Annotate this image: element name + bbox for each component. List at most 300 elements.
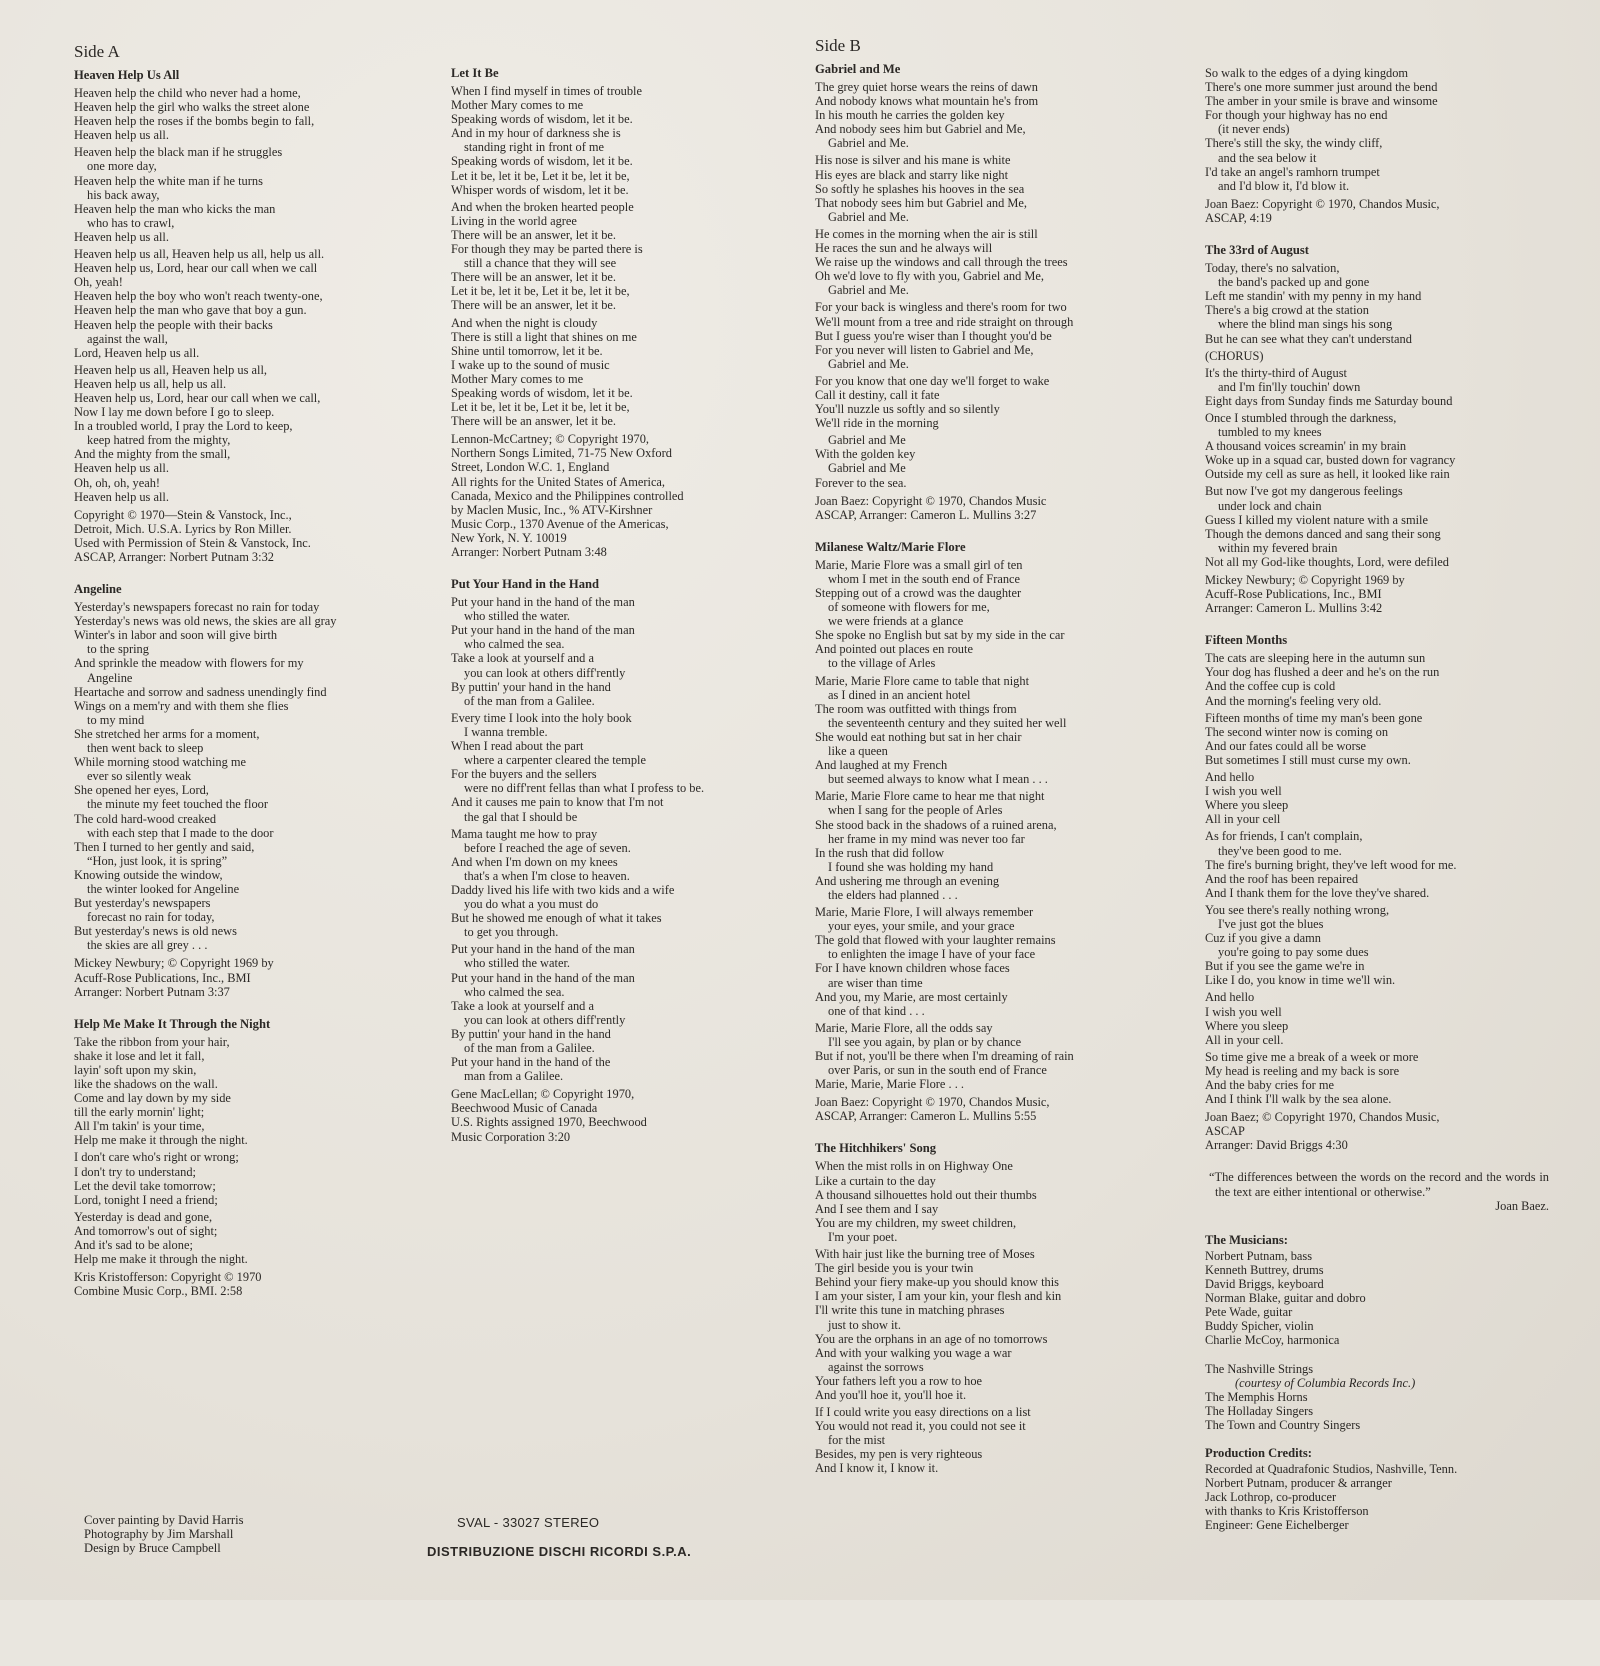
lyric-line: But I guess you're wiser than I thought you'd be — [815, 328, 1052, 343]
stanza — [74, 600, 426, 952]
credit-line: Detroit, Mich. U.S.A. Lyrics by Ron Miller. — [74, 521, 292, 536]
lyric-line: And I know it, I know it. — [815, 1461, 939, 1476]
credit-line: Joan Baez; © Copyright 1970, Chandos Music, — [1205, 1110, 1440, 1125]
lyric-line: Mother Mary comes to me — [451, 98, 584, 113]
credit-line: Gene MacLellan; © Copyright 1970, — [451, 1087, 635, 1102]
list-item: Norman Blake, guitar and dobro — [1205, 1291, 1366, 1306]
credit-line: by Maclen Music, Inc., % ATV-Kirshner — [451, 502, 653, 517]
lyric-line: I wanna tremble. — [464, 724, 548, 739]
lyric-line: There will be an answer, let it be. — [451, 227, 616, 242]
list-item: Engineer: Gene Eichelberger — [1205, 1518, 1349, 1533]
lyric-line: The amber in your smile is brave and winsome — [1205, 94, 1438, 109]
lyric-line: Yesterday's news was old news, the skies are all gray — [74, 614, 337, 629]
lyric-line: With the golden key — [815, 447, 916, 462]
art-credit-line: Photography by Jim Marshall — [84, 1527, 234, 1541]
lyric-line: For the buyers and the sellers — [451, 767, 597, 782]
art-credits — [84, 1513, 244, 1555]
song-credit — [815, 1095, 1177, 1123]
lyric-line: to my mind — [87, 712, 145, 727]
lyric-line: the minute my feet touched the floor — [87, 797, 268, 812]
lyric-line: We'll ride in the morning — [815, 416, 939, 431]
lyric-line: I found she was holding my hand — [828, 859, 994, 874]
lyric-line: Gabriel and Me — [828, 433, 906, 448]
lyric-line: Today, there's no salvation, — [1205, 261, 1340, 276]
lyric-line: And the mighty from the small, — [74, 447, 231, 462]
lyric-line: In the rush that did follow — [815, 845, 945, 860]
art-credit-line: Design by Bruce Campbell — [84, 1541, 221, 1555]
lyric-line: you do what a you must do — [464, 897, 599, 912]
credit-line: Joan Baez: Copyright © 1970, Chandos Music, — [815, 1095, 1050, 1110]
lyric-line: There will be an answer, let it be. — [451, 270, 616, 285]
lyric-line: The room was outfitted with things from — [815, 701, 1017, 716]
lyric-line: but seemed always to know what I mean . . . — [828, 772, 1048, 787]
lyric-line: And nobody knows what mountain he's from — [815, 94, 1039, 109]
stanza — [815, 1021, 1177, 1091]
lyric-line: Marie, Marie Flore, all the odds say — [815, 1020, 993, 1035]
lyric-line: you can look at others diff'rently — [464, 665, 626, 680]
lyric-line: Take the ribbon from your hair, — [74, 1034, 230, 1049]
lyric-line: you can look at others diff'rently — [464, 1012, 626, 1027]
stanza — [1205, 484, 1549, 569]
lyric-line: And you'll hoe it, you'll hoe it. — [815, 1387, 967, 1402]
song — [1205, 243, 1549, 615]
lyric-line: You are the orphans in an age of no tomorrows — [815, 1331, 1048, 1346]
stanza — [815, 905, 1177, 1018]
lyric-line: Guess I killed my violent nature with a smile — [1205, 512, 1428, 527]
lyric-line: Let it be, let it be, Let it be, let it be, — [451, 284, 630, 299]
lyric-line: Living in the world agree — [451, 213, 577, 228]
lyric-line: Besides, my pen is very righteous — [815, 1447, 983, 1462]
song — [815, 540, 1177, 1124]
lyric-line: the skies are all grey . . . — [87, 938, 208, 953]
lyric-line: And I thank them for the love they've shared. — [1205, 885, 1430, 900]
lyric-line: Heaven help us, Lord, hear our call when we call, — [74, 390, 321, 405]
lyric-line: his back away, — [87, 187, 160, 202]
credit-line: Canada, Mexico and the Philippines controlled — [451, 488, 684, 503]
lyric-line: for the mist — [828, 1433, 886, 1448]
production-credits-section — [1205, 1446, 1549, 1533]
lyric-line: I'll write this tune in matching phrases — [815, 1303, 1005, 1318]
lyric-line: And hello — [1205, 770, 1255, 785]
ensembles-section — [1205, 1362, 1549, 1432]
lyric-line: Whisper words of wisdom, let it be. — [451, 182, 629, 197]
lyric-line: There's one more summer just around the bend — [1205, 80, 1438, 95]
credit-line: Mickey Newbury; © Copyright 1969 by — [74, 956, 274, 971]
lyric-line: And I see them and I say — [815, 1201, 939, 1216]
lyric-line: Heaven help the man who kicks the man — [74, 201, 276, 216]
lyric-line: we were friends at a glance — [828, 614, 964, 629]
lyric-line: who stilled the water. — [464, 609, 570, 624]
lyric-line: then went back to sleep — [87, 741, 204, 756]
stanza — [815, 1247, 1177, 1402]
lyric-line: Put your hand in the hand of the man — [451, 942, 635, 957]
lyric-line: one of that kind . . . — [828, 1003, 925, 1018]
lyric-line: of the man from a Galilee. — [464, 693, 595, 708]
lyric-line: the gal that I should be — [464, 809, 578, 824]
credit-line: Arranger: David Briggs 4:30 — [1205, 1138, 1348, 1153]
lyric-line: Where you sleep — [1205, 798, 1289, 813]
lyric-line: I don't care who's right or wrong; — [74, 1150, 239, 1165]
lyric-line: I don't try to understand; — [74, 1164, 196, 1179]
lyric-line: Heaven help us all. — [74, 128, 169, 143]
credit-line: U.S. Rights assigned 1970, Beechwood — [451, 1115, 647, 1130]
credit-line: Arranger: Norbert Putnam 3:37 — [74, 984, 230, 999]
stanza — [815, 300, 1177, 370]
lyric-line: But he showed me enough of what it takes — [451, 911, 662, 926]
lyric-line: And pointed out places en route — [815, 642, 973, 657]
song-title: Angeline — [74, 582, 122, 597]
lyric-line: Shine until tomorrow, let it be. — [451, 343, 603, 358]
lyric-line: Oh, yeah! — [74, 275, 123, 290]
lyric-line: Lord, Heaven help us all. — [74, 345, 200, 360]
lyric-line: Marie, Marie Flore, I will always remember — [815, 905, 1034, 920]
credit-line: Kris Kristofferson: Copyright © 1970 — [74, 1270, 262, 1285]
lyric-line: She spoke no English but sat by my side in the car — [815, 628, 1065, 643]
lyric-line: under lock and chain — [1218, 498, 1322, 513]
lyric-line: Put your hand in the hand of the man — [451, 595, 635, 610]
list-item: Pete Wade, guitar — [1205, 1305, 1293, 1320]
song-credit — [451, 1087, 803, 1143]
lyric-line: So softly he splashes his hooves in the sea — [815, 181, 1025, 196]
lyric-line: keep hatred from the mighty, — [87, 433, 231, 448]
lyric-line: are wiser than time — [828, 975, 923, 990]
lyric-line: where a carpenter cleared the temple — [464, 753, 646, 768]
lyric-line: I'd take an angel's ramhorn trumpet — [1205, 164, 1380, 179]
credit-line: Arranger: Norbert Putnam 3:48 — [451, 545, 607, 559]
lyric-line: Like a curtain to the day — [815, 1173, 936, 1188]
lyric-line: Let the devil take tomorrow; — [74, 1178, 216, 1193]
stanza — [74, 247, 426, 360]
lyric-line: Knowing outside the window, — [74, 867, 223, 882]
lyric-line: The gold that flowed with your laughter remains — [815, 933, 1056, 948]
song-title: Fifteen Months — [1205, 633, 1288, 648]
lyric-line: who calmed the sea. — [464, 984, 565, 999]
song-credit — [1205, 197, 1549, 225]
lyric-line: Heaven help the white man if he turns — [74, 173, 263, 188]
lyric-line: And in my hour of darkness she is — [451, 126, 621, 141]
lyric-line: Though the demons danced and sang their song — [1205, 526, 1441, 541]
credit-line: Street, London W.C. 1, England — [451, 460, 610, 475]
credit-line: Acuff-Rose Publications, Inc., BMI — [74, 970, 251, 985]
lyric-line: In a troubled world, I pray the Lord to keep, — [74, 419, 293, 434]
lyric-line: All in your cell — [1205, 812, 1281, 827]
lyric-line: That nobody sees him but Gabriel and Me, — [815, 195, 1027, 210]
lyric-line: When I read about the part — [451, 739, 584, 754]
lyric-line: Oh we'd love to fly with you, Gabriel and Me, — [815, 269, 1045, 284]
lyric-line: Your dog has flushed a deer and he's on the run — [1205, 665, 1440, 680]
credit-line: Lennon-McCartney; © Copyright 1970, — [451, 432, 649, 447]
song — [815, 1141, 1177, 1475]
credit-line: ASCAP, 4:19 — [1205, 210, 1272, 225]
lyric-line: The cold hard-wood creaked — [74, 811, 217, 826]
lyric-line: Call it destiny, call it fate — [815, 387, 940, 402]
lyric-line: As for friends, I can't complain, — [1205, 829, 1363, 844]
lyric-line: Where you sleep — [1205, 1018, 1289, 1033]
lyric-line: It's the thirty-third of August — [1205, 365, 1347, 380]
stanza — [74, 145, 426, 244]
song — [1205, 66, 1549, 225]
stanza — [1205, 1050, 1549, 1106]
lyric-line: Once I stumbled through the darkness, — [1205, 410, 1397, 425]
song-title: Put Your Hand in the Hand — [451, 577, 600, 592]
credit-line: Used with Permission of Stein & Vanstock, Inc. — [74, 535, 311, 550]
stanza — [1205, 349, 1549, 363]
stanza — [451, 84, 803, 197]
list-item: Jack Lothrop, co-producer — [1205, 1490, 1337, 1505]
list-item: David Briggs, keyboard — [1205, 1277, 1324, 1292]
lyric-line: who has to crawl, — [87, 215, 175, 230]
lyric-line: Mama taught me how to pray — [451, 826, 598, 841]
lyric-line: She stood back in the shadows of a ruined arena, — [815, 817, 1057, 832]
lyric-line: Heaven help us all, Heaven help us all, — [74, 362, 268, 377]
credit-line: Joan Baez: Copyright © 1970, Chandos Music, — [1205, 196, 1440, 211]
distributor: DISTRIBUZIONE DISCHI RICORDI S.P.A. — [427, 1544, 692, 1559]
stanza — [1205, 903, 1549, 988]
stanza — [815, 227, 1177, 297]
lyric-line: I'm your poet. — [828, 1229, 898, 1244]
credit-line: ASCAP, Arranger: Cameron L. Mullins 3:27 — [815, 507, 1037, 522]
stanza — [451, 942, 803, 1083]
lyric-line: I am your sister, I am your kin, your flesh and kin — [815, 1289, 1062, 1304]
lyric-line: And nobody sees him but Gabriel and Me, — [815, 122, 1026, 137]
lyric-line: Heaven help the boy who won't reach twenty-one, — [74, 289, 323, 304]
lyric-line: And tomorrow's out of sight; — [74, 1223, 218, 1238]
lyric-line: (it never ends) — [1218, 122, 1290, 137]
side-b-continued-songs — [1205, 66, 1549, 1152]
song — [451, 577, 803, 1144]
side-a-title: Side A — [74, 42, 120, 61]
lyric-line: Then I turned to her gently and said, — [74, 839, 255, 854]
lyric-line: And the coffee cup is cold — [1205, 679, 1336, 694]
lyric-line: The second winter now is coming on — [1205, 724, 1389, 739]
song-title: Heaven Help Us All — [74, 68, 180, 82]
lyric-line: Lord, tonight I need a friend; — [74, 1192, 218, 1207]
lyric-line: Yesterday is dead and gone, — [74, 1209, 213, 1224]
column-side-b-continued — [1205, 66, 1549, 1666]
lyric-line: She opened her eyes, Lord, — [74, 783, 209, 798]
song — [74, 582, 426, 999]
lyric-line: her frame in my mind was never too far — [828, 831, 1025, 846]
credit-line: Beechwood Music of Canada — [451, 1101, 598, 1116]
lyric-line: Heaven help the black man if he struggles — [74, 145, 283, 160]
lyric-line: So time give me a break of a week or more — [1205, 1049, 1419, 1064]
lyric-line: your eyes, your smile, and your grace — [828, 919, 1015, 934]
lyric-line: If I could write you easy directions on a list — [815, 1405, 1031, 1420]
lyric-line: Let it be, let it be, Let it be, let it be, — [451, 400, 630, 415]
lyric-line: There is still a light that shines on me — [451, 329, 637, 344]
lyric-line: one more day, — [87, 159, 157, 174]
song-title: Let It Be — [451, 66, 499, 80]
lyric-line: forecast no rain for today, — [87, 910, 215, 925]
lyric-line: She stretched her arms for a moment, — [74, 726, 260, 741]
lyric-line: Your fathers left you a row to hoe — [815, 1373, 983, 1388]
lyric-line: And laughed at my French — [815, 758, 948, 773]
lyric-line: I'll see you again, by plan or by chance — [828, 1034, 1022, 1049]
lyric-line: Heaven help the man who gave that boy a gun. — [74, 303, 307, 318]
lyric-line: But he can see what they can't understand — [1205, 331, 1412, 346]
lyric-line: against the sorrows — [828, 1359, 924, 1374]
lyric-line: who stilled the water. — [464, 956, 570, 971]
list-item: Norbert Putnam, producer & arranger — [1205, 1476, 1392, 1491]
joan-baez-quote — [1205, 1170, 1549, 1212]
lyric-line: who calmed the sea. — [464, 637, 565, 652]
lyric-line: And I think I'll walk by the sea alone. — [1205, 1092, 1392, 1107]
lyric-line: Heaven help us all. — [74, 489, 169, 504]
lyric-line: Behind your fiery make-up you should know this — [815, 1275, 1059, 1290]
stanza — [74, 86, 426, 142]
lyric-line: Gabriel and Me. — [828, 283, 909, 298]
lyric-line: the winter looked for Angeline — [87, 881, 240, 896]
lyric-line: In his mouth he carries the golden key — [815, 108, 1005, 123]
credit-line: Northern Songs Limited, 71-75 New Oxford — [451, 446, 672, 461]
lyric-line: Heaven help the girl who walks the street alone — [74, 100, 310, 115]
lyric-line: Put your hand in the hand of the man — [451, 970, 635, 985]
lyric-line: Help me make it through the night. — [74, 1252, 248, 1267]
ensemble-note: (courtesy of Columbia Records Inc.) — [1235, 1375, 1416, 1390]
lyric-line: Heaven help the child who never had a home, — [74, 86, 301, 100]
musicians-list — [1205, 1249, 1549, 1348]
lyric-line: tumbled to my knees — [1218, 425, 1322, 440]
lyric-line: And you, my Marie, are most certainly — [815, 989, 1008, 1004]
lyric-line: Put your hand in the hand of the — [451, 1055, 611, 1070]
stanza — [451, 200, 803, 313]
list-item: Kenneth Buttrey, drums — [1205, 1262, 1324, 1277]
lyric-line: Let it be, let it be, Let it be, let it be, — [451, 168, 630, 183]
lyric-line: All I'm takin' is your time, — [74, 1119, 205, 1134]
lyric-line: His eyes are black and starry like night — [815, 167, 1009, 182]
lyric-line: Eight days from Sunday finds me Saturday bound — [1205, 393, 1453, 408]
lyric-line: as I dined in an ancient hotel — [828, 687, 971, 702]
side-a-songs — [74, 68, 426, 1298]
lyric-line: I wake up to the sound of music — [451, 357, 610, 372]
lyric-line: that's a when I'm close to heaven. — [464, 868, 630, 883]
lyric-line: whom I met in the south end of France — [828, 571, 1021, 586]
lyric-line: There's a big crowd at the station — [1205, 303, 1369, 318]
lyric-line: Heaven help us all. — [74, 229, 169, 244]
lyric-line: But if you see the game we're in — [1205, 959, 1365, 974]
stanza — [1205, 411, 1549, 481]
lyric-line: Marie, Marie Flore came to hear me that night — [815, 789, 1045, 804]
lyric-line: Gabriel and Me. — [828, 356, 909, 371]
song — [74, 68, 426, 564]
lyric-line: where the blind man sings his song — [1218, 317, 1393, 332]
lyric-line: Speaking words of wisdom, let it be. — [451, 385, 633, 400]
song-title: Gabriel and Me — [815, 62, 901, 76]
lyric-line: (CHORUS) — [1205, 348, 1264, 363]
list-item: with thanks to Kris Kristofferson — [1205, 1504, 1369, 1519]
lyric-line: The fire's burning bright, they've left wood for me. — [1205, 857, 1457, 872]
lyric-line: By puttin' your hand in the hand — [451, 679, 611, 694]
musicians-section — [1205, 1233, 1549, 1348]
lyric-line: All in your cell. — [1205, 1032, 1284, 1047]
lyric-line: Heartache and sorrow and sadness unendingly find — [74, 684, 327, 699]
lyric-line: You see there's really nothing wrong, — [1205, 902, 1390, 917]
lyric-line: Now I lay me down before I go to sleep. — [74, 405, 275, 420]
lyric-line: The girl beside you is your twin — [815, 1261, 974, 1276]
lyric-line: Stepping out of a crowd was the daughter — [815, 586, 1022, 600]
stanza — [1205, 366, 1549, 408]
lyric-line: For I have known children whose faces — [815, 961, 1010, 976]
catalog-number: SVAL - 33027 STEREO — [457, 1515, 600, 1530]
lyric-line: Speaking words of wisdom, let it be. — [451, 154, 633, 169]
lyric-line: I wish you well — [1205, 784, 1282, 799]
lyric-line: within my fevered brain — [1218, 540, 1338, 555]
lyric-line: Marie, Marie Flore was a small girl of ten — [815, 557, 1023, 572]
stanza — [451, 711, 803, 824]
lyric-line: I've just got the blues — [1218, 916, 1324, 931]
song-credit — [74, 956, 426, 998]
lyric-line: Winter's in labor and soon will give birth — [74, 628, 278, 643]
lyric-line: My head is reeling and my back is sore — [1205, 1063, 1400, 1078]
lyric-line: Forever to the sea. — [815, 475, 907, 490]
song-credit — [1205, 1110, 1549, 1152]
stanza — [451, 316, 803, 429]
song — [1205, 633, 1549, 1152]
song-title: Milanese Waltz/Marie Flore — [815, 539, 966, 554]
song — [815, 62, 1177, 522]
lyric-line: standing right in front of me — [464, 140, 605, 155]
lyric-line: Heaven help us all, help us all. — [74, 376, 227, 391]
lyric-line: And the morning's feeling very old. — [1205, 693, 1382, 708]
lyric-line: Heaven help us all. — [74, 461, 169, 476]
lyric-line: Heaven help the people with their backs — [74, 317, 273, 332]
lyric-line: You are my children, my sweet children, — [815, 1215, 1017, 1230]
lyric-line: Take a look at yourself and a — [451, 998, 594, 1013]
lyric-line: I wish you well — [1205, 1004, 1282, 1019]
production-credits-list — [1205, 1462, 1549, 1532]
lyric-line: of someone with flowers for me, — [828, 600, 990, 615]
lyric-line: they've been good to me. — [1218, 843, 1342, 858]
lyric-line: The grey quiet horse wears the reins of dawn — [815, 80, 1038, 94]
credit-line: Combine Music Corp., BMI. 2:58 — [74, 1284, 243, 1299]
lyric-line: We raise up the windows and call through the trees — [815, 255, 1068, 270]
side-b-songs — [815, 62, 1177, 1476]
lyric-line: Yesterday's newspapers forecast no rain for today — [74, 600, 320, 615]
stanza — [815, 558, 1177, 671]
lyric-line: you're going to pay some dues — [1218, 945, 1369, 960]
stanza — [1205, 66, 1549, 193]
credit-line: ASCAP — [1205, 1124, 1245, 1139]
lyric-line: For you never will listen to Gabriel and Me, — [815, 342, 1034, 357]
lyric-line: Outside my cell as sure as hell, it looked like rain — [1205, 467, 1450, 482]
column-side-a-continued — [451, 66, 803, 1666]
stanza — [74, 1210, 426, 1266]
side-b-title: Side B — [815, 36, 861, 55]
lyric-line: With hair just like the burning tree of Moses — [815, 1247, 1035, 1262]
stanza — [1205, 770, 1549, 826]
lyric-line: ever so silently weak — [87, 769, 192, 784]
credit-line: Joan Baez: Copyright © 1970, Chandos Music — [815, 493, 1047, 508]
list-item: Recorded at Quadrafonic Studios, Nashville, Tenn. — [1205, 1462, 1458, 1477]
stanza — [815, 1405, 1177, 1475]
lyric-line: and I'd blow it, I'd blow it. — [1218, 178, 1350, 193]
lyric-line: We'll mount from a tree and ride straight on through — [815, 314, 1074, 329]
lyric-line: And the baby cries for me — [1205, 1078, 1335, 1092]
lyric-line: Like I do, you know in time we'll win. — [1205, 973, 1396, 988]
ensemble-item: The Memphis Horns — [1205, 1389, 1308, 1404]
lyric-line: Gabriel and Me — [828, 461, 906, 476]
lyric-line: Not all my God-like thoughts, Lord, were defiled — [1205, 554, 1449, 569]
ensemble-item: The Town and Country Singers — [1205, 1417, 1361, 1432]
lyric-line: the seventeenth century and they suited her well — [828, 715, 1067, 730]
lyric-line: and I'm fin'lly touchin' down — [1218, 379, 1361, 394]
lyric-line: While morning stood watching me — [74, 755, 247, 770]
credit-line: ASCAP, Arranger: Cameron L. Mullins 5:55 — [815, 1109, 1037, 1124]
lyric-line: But now I've got my dangerous feelings — [1205, 484, 1403, 499]
lyric-line: And the roof has been repaired — [1205, 871, 1359, 886]
lyric-line: For your back is wingless and there's room for two — [815, 300, 1067, 315]
song-title: The Hitchhikers' Song — [815, 1141, 937, 1156]
